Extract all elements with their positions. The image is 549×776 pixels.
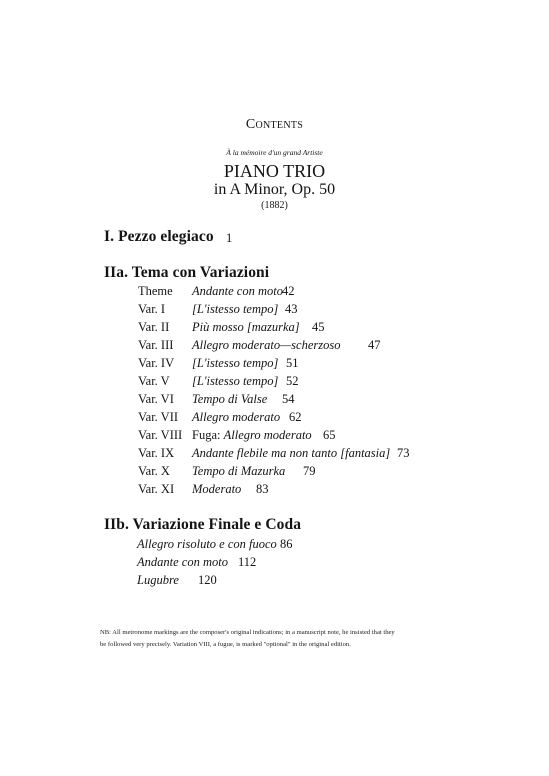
section-heading-part2a: IIa. Tema con Variazioni bbox=[104, 264, 270, 281]
variation-label: Var. I bbox=[138, 302, 166, 316]
variation-tempo: Allegro moderato bbox=[192, 410, 281, 424]
variation-label: Var. V bbox=[138, 374, 170, 388]
variation-label: Var. VIII bbox=[138, 428, 183, 442]
coda-tempo: Andante con moto bbox=[137, 555, 228, 569]
variation-tempo: Più mosso [mazurka] bbox=[192, 320, 300, 334]
variation-page: 65 bbox=[323, 428, 336, 442]
variation-page: 52 bbox=[286, 374, 299, 388]
variation-page: 45 bbox=[312, 320, 325, 334]
dedication: À la mémoire d'un grand Artiste bbox=[226, 148, 323, 157]
variation-tempo: Tempo di Valse bbox=[192, 392, 268, 406]
section-heading-part1: I. Pezzo elegiaco bbox=[104, 228, 214, 245]
coda-page: 120 bbox=[198, 573, 217, 587]
variation-tempo: [L'istesso tempo] bbox=[192, 356, 279, 370]
variation-page: 79 bbox=[303, 464, 316, 478]
variation-page: 73 bbox=[397, 446, 410, 460]
coda-tempo: Lugubre bbox=[137, 573, 179, 587]
variation-label: Var. III bbox=[138, 338, 174, 352]
section-heading-part2b: IIb. Variazione Finale e Coda bbox=[104, 516, 302, 533]
coda-tempo: Allegro risoluto e con fuoco bbox=[137, 537, 277, 551]
variation-label: Var. IV bbox=[138, 356, 175, 370]
variation-tempo: Moderato bbox=[192, 482, 242, 496]
variation-label: Var. II bbox=[138, 320, 170, 334]
variation-label: Var. IX bbox=[138, 446, 175, 460]
page-number-part1: 1 bbox=[226, 231, 233, 245]
variation-page: 62 bbox=[289, 410, 302, 424]
variation-tempo: Andante flebile ma non tanto [fantasia] bbox=[192, 446, 391, 460]
variation-tempo: Allegro moderato—scherzoso bbox=[192, 338, 341, 352]
work-title: PIANO TRIO bbox=[223, 161, 326, 181]
variation-page: 51 bbox=[286, 356, 299, 370]
variation-tempo-prefix: Fuga: bbox=[192, 428, 224, 442]
variation-page: 42 bbox=[282, 284, 295, 298]
variation-page: 54 bbox=[282, 392, 295, 406]
variation-tempo: Andante con moto bbox=[192, 284, 283, 298]
variation-page: 43 bbox=[285, 302, 298, 316]
variation-tempo: Tempo di Mazurka bbox=[192, 464, 286, 478]
contents-title: Contents bbox=[245, 117, 304, 132]
coda-page: 86 bbox=[280, 537, 293, 551]
variation-label: Theme bbox=[138, 284, 173, 298]
variation-label: Var. VII bbox=[138, 410, 179, 424]
footnote-line: NB: All metronome markings are the composer's original indications; in a manuscript note, he insisted that they bbox=[100, 629, 395, 636]
variation-tempo: [L'istesso tempo] bbox=[192, 374, 279, 388]
work-subtitle: in A Minor, Op. 50 bbox=[213, 181, 336, 198]
variation-tempo: [L'istesso tempo] bbox=[192, 302, 279, 316]
variation-page: 83 bbox=[256, 482, 269, 496]
work-year: (1882) bbox=[261, 200, 288, 211]
coda-page: 112 bbox=[238, 555, 257, 569]
footnote bbox=[100, 627, 395, 651]
variation-label: Var. VI bbox=[138, 392, 174, 406]
variation-page: 47 bbox=[368, 338, 381, 352]
footnote-line: be followed very precisely. Variation VIII, a fugue, is marked "optional" in the original edition. bbox=[100, 641, 351, 648]
variation-label: Var. X bbox=[138, 464, 170, 478]
variation-label: Var. XI bbox=[138, 482, 175, 496]
variation-tempo: Allegro moderato bbox=[223, 428, 312, 442]
